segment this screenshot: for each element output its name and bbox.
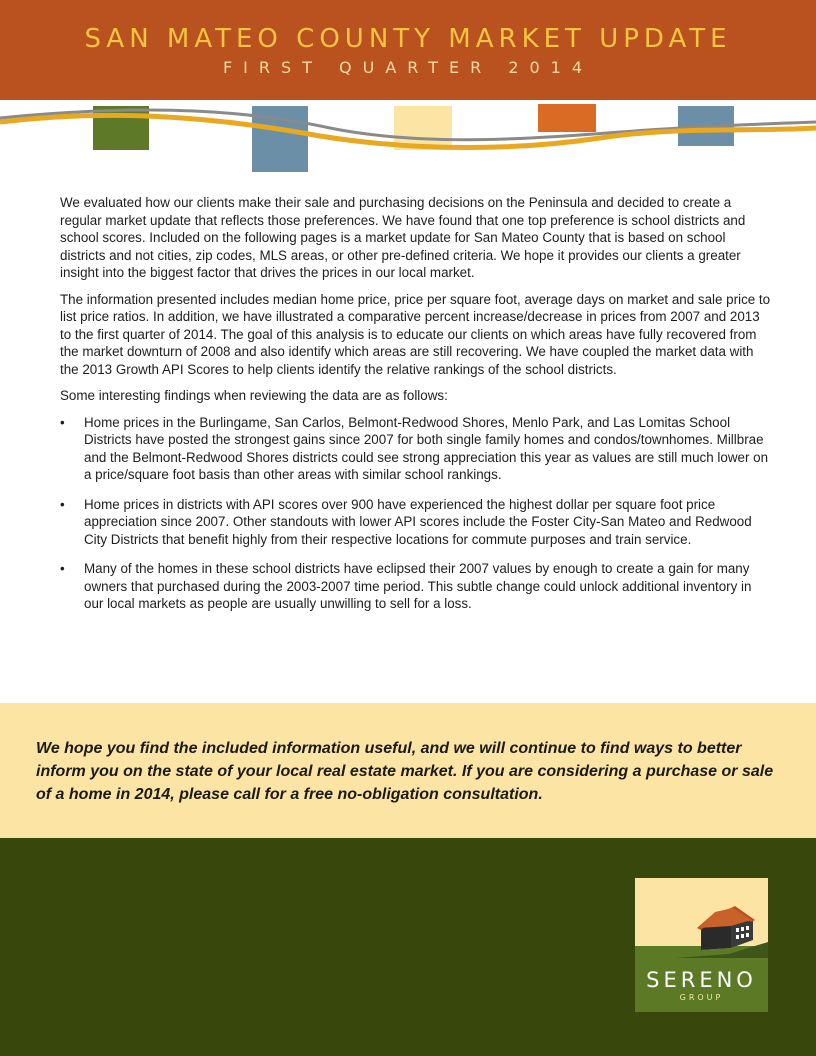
finding-text-2: Home prices in districts with API scores over 900 have experienced the highest dollar per square foot price appreciation since 2007. Other standouts with lower API scores include the Foster City-San Mateo and Redwood City Districts that benefit highly from their respective locations for commute purposes and train service. <box>84 496 752 547</box>
page-title: SAN MATEO COUNTY MARKET UPDATE <box>84 24 732 54</box>
list-item <box>60 560 772 613</box>
intro-paragraph-2: The information presented includes median home price, price per square foot, average days on market and sale price to list price ratios. In addition, we have illustrated a comparative percent increase/decrease in prices from 2007 and 2013 to the first quarter of 2014. The goal of this analysis is to educate our clients on which areas have fully recovered from the market downturn of 2008 and also identify which areas are still recovering. We have coupled the market data with the 2013 Growth API Scores to help clients identify the relative rankings of the school districts. <box>60 291 771 377</box>
header-banner <box>0 0 816 100</box>
house-icon <box>635 878 768 958</box>
finding-text-1: Home prices in the Burlingame, San Carlos, Belmont-Redwood Shores, Menlo Park, and Las Lomitas School Districts have posted the strongest gains since 2007 for both single family homes and condos/townhomes. Millbrae and the Belmont-Redwood Shores districts could see strong appreciation this year as values are still much lower on a price/square foot basis than other areas with similar school rankings. <box>84 414 769 482</box>
sereno-logo <box>635 878 768 1012</box>
findings-list <box>60 414 772 613</box>
callout-box <box>0 703 816 838</box>
bullet-marker: • <box>60 414 65 430</box>
intro-paragraph-3: Some interesting findings when reviewing the data are as follows: <box>60 388 448 403</box>
intro-paragraph-1: We evaluated how our clients make their sale and purchasing decisions on the Peninsula and decided to create a regular market update that reflects those preferences. We have found that one top preference is school districts and school scores. Included on the following pages is a market update for San Mateo County that is based on school districts and not cities, zip codes, MLS areas, or other pre-defined criteria. We hope it provides our clients a greater insight into the biggest factor that drives the prices in our local market. <box>60 195 746 280</box>
logo-wordmark: SERENO <box>646 968 757 992</box>
finding-text-3: Many of the homes in these school districts have eclipsed their 2007 values by enough to create a gain for many owners that purchased during the 2003-2007 time period. This subtle change could unlock additional inventory in our local markets as people are usually unwilling to sell for a loss. <box>84 561 752 611</box>
decor-square-orange <box>538 104 596 132</box>
bullet-marker: • <box>60 496 65 512</box>
bullet-marker: • <box>60 561 65 576</box>
logo-tagline: GROUP <box>679 993 724 1002</box>
callout-text: We hope you find the included information useful, and we will continue to find ways to better inform you on the state of your local real estate market. If you are considering a purchase or sale of a home in 2014, please call for a free no-obligation consultation. <box>36 740 774 803</box>
list-item <box>60 496 772 549</box>
intro-section <box>60 194 772 625</box>
list-item <box>60 414 772 484</box>
page-subtitle: FIRST QUARTER 2014 <box>222 58 594 77</box>
decorative-band <box>0 100 816 180</box>
decor-square-green <box>93 106 149 150</box>
